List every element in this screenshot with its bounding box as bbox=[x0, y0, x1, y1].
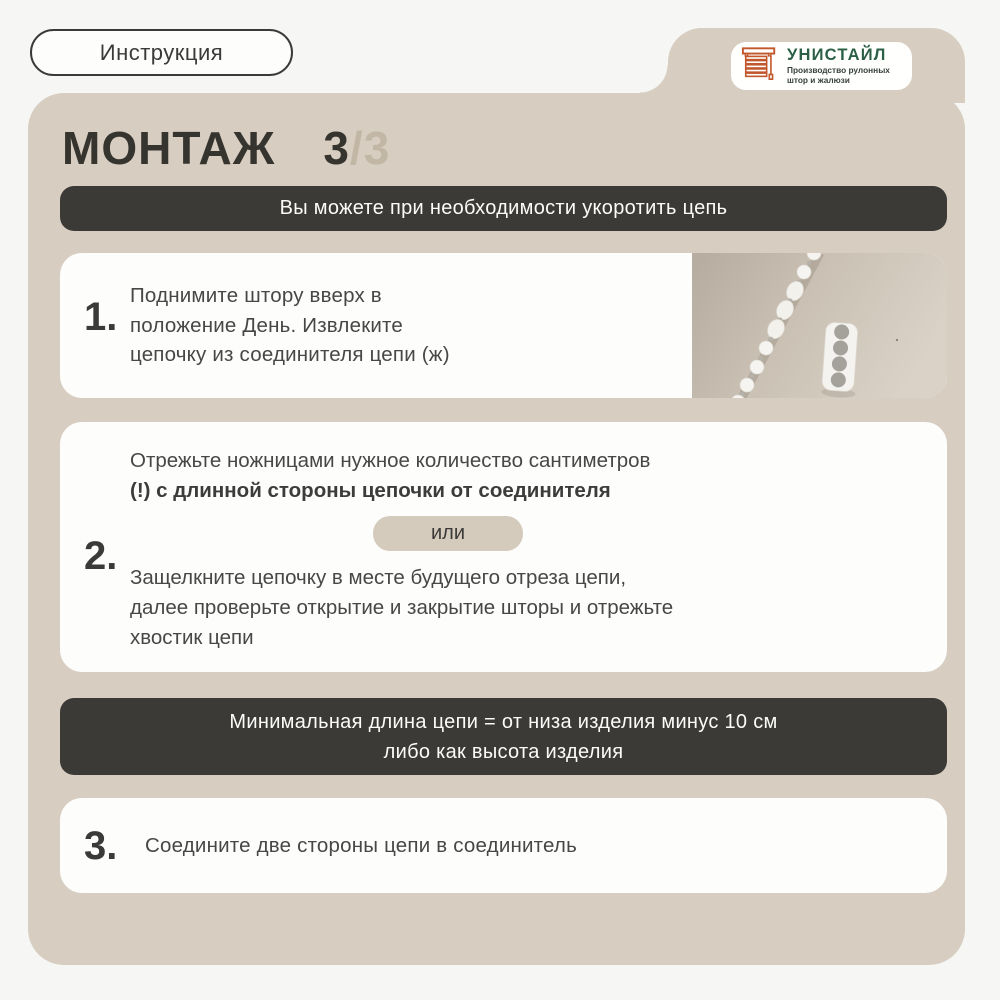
step-2-alternative: Защелкните цепочку в месте будущего отреза цепи, далее проверьте открытие и закрытие шторы и отрежьте хвостик цепи bbox=[130, 566, 674, 649]
page-current: 3 bbox=[323, 122, 350, 174]
title-text: МОНТАЖ bbox=[62, 122, 276, 174]
instruction-button[interactable] bbox=[30, 29, 293, 76]
brand-logo bbox=[731, 42, 912, 90]
step-1-number: 1. bbox=[84, 295, 118, 339]
step-1-text: Поднимите штору вверх в положение День. Извлеките цепочку из соединителя цепи (ж) bbox=[130, 284, 450, 366]
brand-name: УНИСТАЙЛ bbox=[787, 46, 887, 64]
step-3-number: 3. bbox=[84, 824, 118, 868]
step-2-intro: Отрежьте ножницами нужное количество сантиметров (!) с длинной стороны цепочки от соединителя bbox=[130, 446, 650, 506]
main-card-tab-fillet bbox=[640, 65, 668, 93]
step-3-text: Соедините две стороны цепи в соединитель bbox=[145, 834, 577, 857]
or-pill: или bbox=[373, 516, 523, 551]
page-title bbox=[62, 121, 390, 175]
step-2-card bbox=[60, 422, 947, 672]
page-total: /3 bbox=[349, 122, 391, 174]
page-indicator bbox=[323, 121, 390, 175]
instruction-button-label: Инструкция bbox=[99, 39, 224, 65]
blinds-icon bbox=[741, 45, 779, 88]
step-3-card bbox=[60, 798, 947, 893]
brand-text bbox=[787, 47, 890, 85]
step-2-number: 2. bbox=[84, 534, 118, 578]
note-banner-shorten-chain: Вы можете при необходимости укоротить цепь bbox=[60, 186, 947, 231]
step-2-intro-bold: (!) с длинной стороны цепочки от соединителя bbox=[130, 479, 611, 502]
step-1-card bbox=[60, 253, 947, 398]
note-banner-min-length: Минимальная длина цепи = от низа изделия минус 10 см либо как высота изделия bbox=[60, 698, 947, 775]
chain-photo bbox=[692, 253, 947, 398]
brand-tagline: Производство рулонных штор и жалюзи bbox=[787, 65, 890, 85]
